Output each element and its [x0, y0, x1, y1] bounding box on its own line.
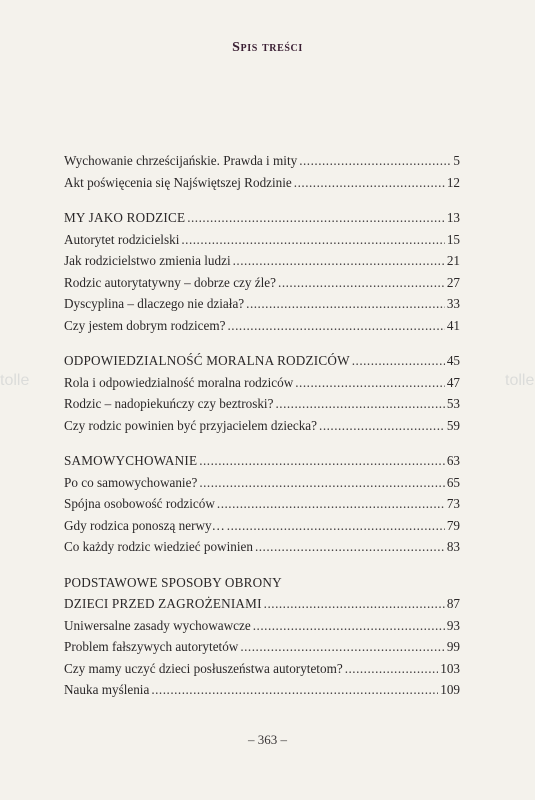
toc-entry-page: 21 [446, 253, 460, 268]
toc-heading-title: DZIECI PRZED ZAGROŻENIAMI [64, 596, 262, 611]
toc-leader-dots [246, 293, 445, 315]
toc-heading-page: 63 [446, 453, 460, 468]
toc-section-obrona [64, 572, 460, 701]
toc-entry [64, 250, 460, 272]
toc-leader-dots [264, 593, 445, 615]
toc-section-my-jako-rodzice [64, 207, 460, 336]
toc-entry-page: 103 [440, 660, 460, 676]
toc-entry [64, 150, 460, 172]
toc-entry [64, 515, 460, 537]
toc-heading-title: SAMOWYCHOWANIE [64, 453, 198, 468]
watermark-logo: tolle [505, 372, 535, 389]
toc-entry [64, 272, 460, 294]
toc-entry-title: Uniwersalne zasady wychowawcze [64, 617, 251, 633]
toc-leader-dots [181, 229, 444, 251]
toc-entry-title: Rola i odpowiedzialność moralna rodziców [64, 374, 294, 390]
toc-entry-title: Czy rodzic powinien być przyjacielem dziecka? [64, 417, 318, 433]
toc-entry-page: 47 [446, 374, 460, 390]
toc-leader-dots [345, 658, 439, 680]
toc-leader-dots [199, 450, 445, 472]
toc-leader-dots [233, 250, 445, 272]
toc-entry [64, 293, 460, 315]
toc-entry-title: Rodzic autorytatywny – dobrze czy źle? [64, 274, 277, 290]
toc-entry-title: Czy jestem dobrym rodzicem? [64, 317, 226, 333]
toc-section-heading [64, 350, 460, 372]
toc-entry [64, 679, 460, 701]
toc-entry-title: Czy mamy uczyć dzieci posłuszeństwa autorytetom? [64, 660, 343, 676]
toc-entry [64, 229, 460, 251]
watermark-logo: tolle [0, 372, 30, 389]
toc-heading-page: 45 [446, 353, 460, 368]
toc-entry [64, 472, 460, 494]
toc-entry-page: 99 [446, 639, 460, 654]
toc-leader-dots [278, 272, 445, 294]
toc-section-odpowiedzialnosc [64, 350, 460, 436]
toc-entry [64, 372, 460, 394]
toc-entry-title: Spójna osobowość rodziców [64, 496, 215, 511]
toc-entry [64, 536, 460, 558]
toc-leader-dots [151, 679, 438, 701]
page-title: Spis treści [232, 40, 303, 55]
toc-entry [64, 393, 460, 415]
toc-entry-title: Po co samowychowanie? [64, 474, 198, 490]
toc-entry-page: 33 [446, 296, 460, 311]
toc-leader-dots [199, 472, 445, 494]
toc-entry-title: Dyscyplina – dlaczego nie działa? [64, 296, 245, 311]
toc-leader-dots [253, 615, 445, 637]
toc-leader-dots [227, 515, 445, 537]
toc-leader-dots [299, 150, 451, 172]
toc-leader-dots [240, 636, 444, 658]
toc-section-heading-line1 [64, 572, 460, 594]
toc-entry [64, 315, 460, 337]
toc-leader-dots [352, 350, 445, 372]
toc-entry-page: 79 [446, 517, 460, 533]
toc-heading-title: PODSTAWOWE SPOSOBY OBRONY [64, 574, 282, 590]
toc-heading-page: 87 [446, 596, 460, 611]
toc-heading-title: MY JAKO RODZICE [64, 210, 186, 225]
toc-leader-dots [217, 493, 445, 515]
toc-leader-dots [319, 415, 445, 437]
toc-leader-dots [255, 536, 445, 558]
toc-entry-title: Problem fałszywych autorytetów [64, 639, 239, 654]
toc-entry-page: 83 [446, 539, 460, 554]
toc-entry-page: 65 [446, 474, 460, 490]
toc-entry [64, 658, 460, 680]
toc-section-heading [64, 207, 460, 229]
toc-entry [64, 493, 460, 515]
toc-entry-page: 59 [446, 417, 460, 433]
toc-entry-page: 73 [446, 496, 460, 511]
toc-entry-title: Co każdy rodzic wiedzieć powinien [64, 539, 253, 554]
toc-entry [64, 636, 460, 658]
toc-entry-title: Akt poświęcenia się Najświętszej Rodzinie [64, 174, 292, 190]
toc-section-heading [64, 593, 460, 615]
toc-entry-title: Wychowanie chrześcijańskie. Prawda i mity [64, 153, 298, 168]
toc-entry-page: 15 [446, 231, 460, 247]
toc-entry-page: 27 [446, 274, 460, 290]
toc-entry-title: Autorytet rodzicielski [64, 231, 180, 247]
toc-entry-title: Nauka myślenia [64, 682, 150, 697]
toc-entry-page: 5 [453, 153, 460, 168]
toc-leader-dots [187, 207, 445, 229]
toc-entry-page: 53 [446, 396, 460, 411]
toc-heading-page: 13 [446, 210, 460, 225]
toc-entry-title: Jak rodzicielstwo zmienia ludzi [64, 253, 231, 268]
toc-leader-dots [275, 393, 444, 415]
toc-entry [64, 415, 460, 437]
toc-entry [64, 615, 460, 637]
toc-entry-title: Rodzic – nadopiekuńczy czy beztroski? [64, 396, 274, 411]
toc-entry-page: 12 [446, 174, 460, 190]
toc-entry-page: 109 [440, 682, 460, 697]
toc-section-heading [64, 450, 460, 472]
toc-section-samowychowanie [64, 450, 460, 558]
toc-section-intro [64, 150, 460, 193]
toc-leader-dots [295, 372, 445, 394]
table-of-contents [64, 150, 460, 715]
toc-entry-page: 41 [446, 317, 460, 333]
page-number: – 363 – [248, 732, 287, 747]
toc-entry-page: 93 [446, 617, 460, 633]
toc-leader-dots [294, 172, 445, 194]
toc-heading-title: ODPOWIEDZIALNOŚĆ MORALNA RODZICÓW [64, 353, 350, 368]
toc-entry [64, 172, 460, 194]
toc-leader-dots [228, 315, 445, 337]
toc-entry-title: Gdy rodzica ponoszą nerwy… [64, 517, 225, 533]
